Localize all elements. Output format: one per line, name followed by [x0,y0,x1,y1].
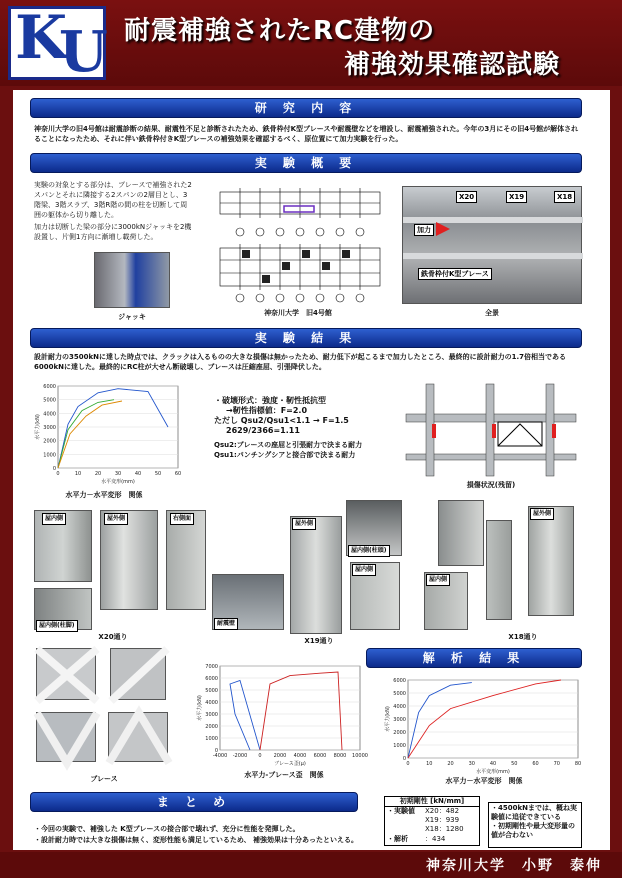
x-tick-label: 60 [174,471,182,477]
damage-frame-drawing [396,384,586,476]
failure-type: ・破壊形式：強度・靭性抵抗型 [214,396,326,405]
y-axis-label: 水平力(kN) [197,695,203,721]
stiffness-x18: X18：1280 [425,825,464,833]
research-text: 神奈川大学の旧4号館は耐震診断の結果、耐震性不足と診断されたため、鉄骨枠付K型ブレースや耐震壁などを増設し、耐震補強された。今年の3月にその旧4号館が解体されることになったため、それに伴い鉄骨枠付きK型ブレースの補強効果を確認するべく、原位置にて加力実験を行った。 [34,125,579,143]
section-heading-analysis: 解 析 結 果 [366,648,582,668]
x19-outdoor-photo [290,516,342,634]
y-axis-label: 水平力(kN) [35,414,41,440]
x18-column-photo-2 [486,520,512,620]
brace-photo-4 [108,712,168,762]
y-tick-label: 5000 [43,397,56,404]
x-tick-label: 50 [154,471,162,477]
x19-outdoor-label: 屋外側 [292,518,316,530]
x20-outdoor-photo [100,510,158,610]
y-tick-label: 6000 [43,384,56,390]
y-tick-label: 3000 [43,425,56,431]
analysis-force-displacement-chart [384,674,584,774]
x19-column-head-label: 屋内側(柱頭) [348,545,390,557]
y-tick-label: 6000 [205,676,218,682]
x-tick-label: 0 [406,761,410,767]
chart2-caption: 水平力-ブレース歪 関係 [244,771,324,779]
failure-mode-box [214,396,384,476]
x20-caption: X20通り [98,633,128,641]
x19-caption: X19通り [304,637,334,645]
y-axis-label: 水平力(kN) [385,706,391,732]
chart3-caption: 水平力－水平変形 関係 [445,777,523,785]
stiffness-x19: X19：939 [425,816,460,824]
logo-letter-k: K [15,3,68,73]
x19-wall-label: 耐震壁 [214,618,238,630]
label-k-brace: 鉄骨枠付K型ブレース [418,268,492,280]
note-2: ・初期剛性や最大変形量の値が合わない [491,822,575,839]
x-tick-label: -4000 [212,753,228,759]
y-tick-label: 2000 [393,730,406,736]
summary-bullet-2: ・設計耐力時では大きな損傷は無く、変形性能も満足しているため、 補強効果は十分あったといえる。 [34,836,358,844]
x-axis-label: ブレース歪(μ) [274,761,306,767]
y-tick-label: 5000 [205,688,218,694]
x-tick-label: 8000 [333,753,347,759]
y-tick-label: 1000 [43,452,56,459]
stiffness-title: 初期剛性 [kN/mm] [385,797,479,807]
y-tick-label: 7000 [205,664,218,670]
section-heading-results: 実 験 結 果 [30,328,582,348]
x18-indoor-label: 屋内側 [426,574,450,586]
x-tick-label: 10000 [352,753,368,759]
x-tick-label: 0 [258,753,262,759]
section-heading-overview: 実 験 概 要 [30,153,582,173]
plot-area [220,666,360,750]
chart1-caption: 水平力－水平変形 関係 [65,491,143,499]
x-tick-label: 80 [574,761,582,767]
overview-text-2: 加力は切断した梁の部分に3000kNジャッキを2機設置し、片側1方向に漸増し載荷した。 [34,223,192,241]
x-tick-label: 60 [532,761,539,767]
y-tick-label: 5000 [393,691,406,697]
y-tick-label: 4000 [205,700,218,706]
y-tick-label: 0 [52,466,56,472]
x-tick-label: 20 [447,761,454,767]
x-tick-label: 10 [426,761,433,767]
section-heading-research: 研 究 内 容 [30,98,582,118]
damage-caption: 損傷状況(残留) [466,481,516,489]
y-tick-label: 1000 [205,736,218,742]
brace-photo-2 [110,648,166,700]
x-tick-label: 4000 [293,753,307,759]
failure-q1: Qsu1:パンチングシアと接合部で決まる耐力 [214,451,356,459]
building-plan-drawing [198,180,398,306]
failure-calc: 2629/2366=1.11 [226,426,300,435]
x-tick-label: 50 [511,761,518,767]
note-1: ・4500kNまでは、概ね実験値に追従できている [491,804,577,821]
full-view-caption: 全景 [485,309,499,317]
x-tick-label: -2000 [232,753,248,759]
y-tick-label: 2000 [43,438,56,445]
failure-q2: Qsu2:ブレースの座屈と引張耐力で決まる耐力 [214,441,363,449]
x-tick-label: 6000 [313,753,327,759]
x18-caption: X18通り [508,633,538,641]
logo-letter-u: U [59,19,108,85]
x-tick-label: 30 [114,471,122,477]
overview-text-1: 実験の対象とする部分は、ブレースで補強された2スパンとそれに隣接する2スパンの2層目とし、3階梁、3階スラブ、3階R階の間の柱を切断して周囲の躯体から切り離した。 [34,181,192,219]
university-logo [8,3,108,85]
label-x20: X20 [456,191,477,203]
stiffness-ana-value: ：434 [425,835,446,843]
section-heading-summary: ま と め [30,792,358,812]
x-tick-label: 0 [56,471,60,477]
brace-caption: ブレース [90,775,118,783]
x18-column-photo-1 [438,500,484,566]
initial-stiffness-box [384,796,480,846]
y-tick-label: 4000 [393,704,406,710]
x20-side-label: 右側面 [170,513,194,525]
x-tick-label: 40 [134,471,142,477]
x-tick-label: 20 [94,471,102,477]
y-tick-label: 0 [402,756,406,762]
x-tick-label: 10 [74,471,82,477]
y-tick-label: 3000 [393,717,406,723]
poster-title-line2: 補強効果確認試験 [344,50,561,80]
y-tick-label: 0 [214,748,218,754]
x-tick-label: 2000 [273,753,287,759]
y-tick-label: 1000 [393,743,406,749]
building-full-view-photo [402,186,582,304]
label-force: 加力 [414,224,434,236]
stiffness-x20: X20：482 [425,807,460,815]
stiffness-exp-label: ・実験値 [387,807,415,815]
notes-box [488,802,582,848]
force-displacement-chart [34,380,184,484]
y-tick-label: 2000 [205,724,218,730]
x20-side-photo [166,510,206,610]
poster-title-line1: 耐震補強されたRC建物の [124,16,436,46]
author-name: 神奈川大学 小野 泰伸 [426,858,602,874]
force-brace-strain-chart [196,660,366,766]
y-tick-label: 6000 [393,678,406,684]
jack-caption: ジャッキ [118,313,146,321]
summary-bullet-1: ・今回の実験で、補強した K型ブレースの接合部で壊れず、充分に性能を発揮した。 [34,825,300,833]
plan-caption: 神奈川大学 旧4号館 [264,309,332,317]
y-tick-label: 3000 [205,712,218,718]
x-axis-label: 水平変形(mm) [101,479,135,485]
failure-ratio: ただし Qsu2/Qsu1<1.1 → F=1.5 [214,416,349,425]
x19-indoor-label: 屋内側 [352,564,376,576]
x-axis-label: 水平変形(mm) [476,769,510,775]
force-arrow-icon [436,222,450,236]
x20-column-base-label: 屋内側(柱脚) [36,620,78,632]
brace-photo-3 [36,712,96,762]
x-tick-label: 40 [489,761,497,767]
label-x19: X19 [506,191,527,203]
x20-indoor-label: 屋内側 [42,513,66,525]
brace-photo-1 [36,648,96,700]
label-x18: X18 [554,191,575,203]
x18-outdoor-photo [528,506,574,616]
stiffness-ana-label: ・解析 [387,835,408,843]
failure-f-value: →靭性指標値：F=2.0 [226,406,308,415]
y-tick-label: 4000 [43,411,56,418]
x20-outdoor-label: 屋外側 [104,513,128,525]
jack-photo [94,252,170,308]
x-tick-label: 30 [468,761,475,767]
x18-outdoor-label: 屋外側 [530,508,554,520]
results-text: 設計耐力の3500kNに達した時点では、クラックは入るものの大きな損傷は無かったため、耐力低下が起こるまで加力したところ、最終的に設計耐力の1.7倍相当である6000kNに達した。最終的にRC柱が大せん断破壊し、ブレースは圧縮座屈、引張降伏した。 [34,353,566,371]
x-tick-label: 70 [553,761,560,767]
